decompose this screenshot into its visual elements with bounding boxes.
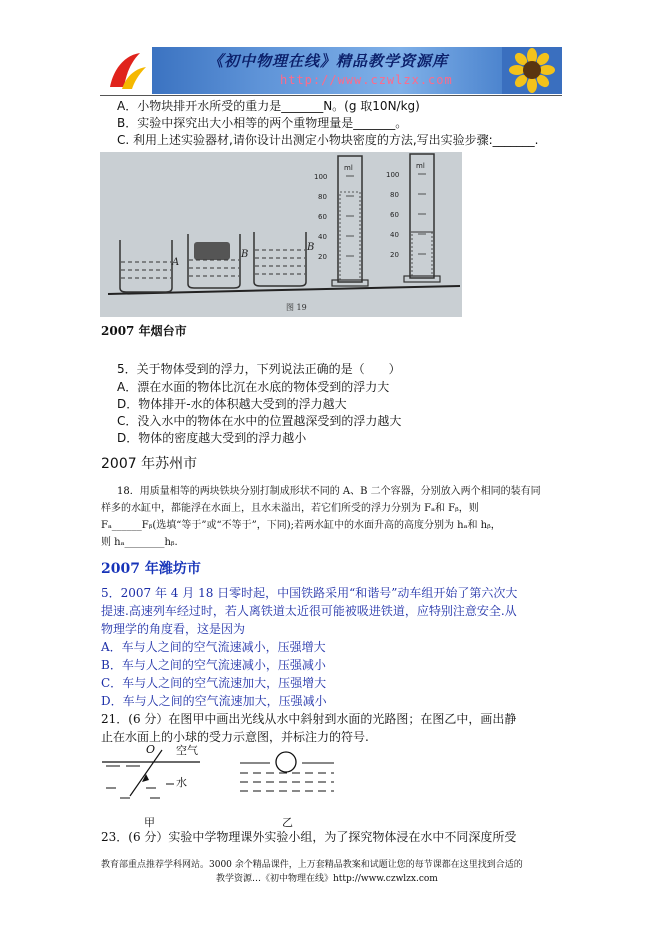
site-banner [100,47,562,94]
cylinder1-tick-60: 60 [318,213,327,221]
footer-line2[interactable]: 教学资源…《初中物理在线》http://www.czwlzx.com [216,874,438,884]
cylinder1-unit: ml [344,164,353,172]
cylinder1-tick-20: 20 [318,253,327,261]
cylinder2-tick-80: 80 [390,191,399,199]
suzhou-q18-line3: Fₐ______Fᵦ(选填“等于”或“不等于”，下同);若两水缸中的水面升高的高度分别为 hₐ和 hᵦ， [101,520,501,531]
diagram-jia-label: 甲 [144,816,155,829]
diagram-air-label: 空气 [176,744,198,757]
weifang-q21-line2: 止在水面上的小球的受力示意图，并标注力的符号. [101,730,369,744]
weifang-option-d: D．车与人之间的空气流速加大，压强减小 [101,694,327,708]
option-a-text: A．小物块排开水所受的重力是_______N。(g 取10N/kg) [117,99,420,113]
yantai-option-2: D．物体排开-水的体积越大受到的浮力越大 [117,397,347,411]
weifang-q5-line1: 5．2007 年 4 月 18 日零时起，中国铁路采用“和谐号”动车组开始了第六次大 [101,586,518,600]
refraction-float-diagram [100,740,360,830]
suzhou-q18-line2: 样多的水缸中，都能浮在水面上，且水未溢出，若它们所受的浮力分别为 Fₐ和 Fᵦ，则 [101,503,479,514]
weifang-option-c: C．车与人之间的空气流速加大，压强增大 [101,676,327,690]
weifang-option-a: A．车与人之间的空气流速减小，压强增大 [101,640,326,654]
cylinder1-tick-80: 80 [318,193,327,201]
cylinder2-unit: ml [416,162,425,170]
weifang-q5-line3: 物理学的角度看，这是因为 [101,622,246,636]
yantai-q5-stem: 5．关于物体受到的浮力，下列说法正确的是（ ） [117,362,401,376]
yantai-option-4: D．物体的密度越大受到的浮力越小 [117,431,307,445]
figure-19-photo [100,152,462,317]
weifang-heading: 2007 年潍坊市 [101,561,201,577]
cylinder1-tick-40: 40 [318,233,327,241]
option-c-text: C. 利用上述实验器材,请你设计出测定小物块密度的方法,写出实验步骤:_______. [117,133,539,147]
weifang-option-b: B．车与人之间的空气流速减小，压强减小 [101,658,326,672]
figure-19-drawing [100,152,462,317]
figure-label-a: A [172,257,180,268]
banner-divider [100,95,562,96]
weifang-q5-line2: 提速.高速列车经过时，若人离铁道太近很可能被吸进铁道，应特别注意安全.从 [101,604,517,618]
diagram-point-o: O [146,743,156,756]
banner-url[interactable]: http://www.czwlzx.com [280,73,453,87]
weifang-q21-line1: 21．(6 分）在图甲中画出光线从水中斜射到水面的光路图；在图乙中，画出静 [101,712,517,726]
footer-line1: 教育部重点推荐学科网站。3000 余个精品课件，上万套精品教案和试题让您的每节课都在这里找到合适的 [101,860,523,870]
option-b-text: B．实验中探究出大小相等的两个重物理量是_______。 [117,116,408,130]
figure-label-b1: B [241,249,249,260]
sunflower-icon [502,47,562,94]
cylinder1-tick-100: 100 [314,173,328,181]
site-logo-icon [100,47,152,94]
suzhou-q18-line4: 则 hₐ________hᵦ. [101,537,178,548]
diagram-yi-label: 乙 [282,816,293,829]
cylinder2-tick-20: 20 [390,251,399,259]
diagram-water-label: 水 [176,776,187,789]
yantai-heading: 2007 年烟台市 [101,324,187,338]
figure-label-b2: B [307,242,315,253]
suzhou-heading: 2007 年苏州市 [101,456,198,472]
cylinder2-tick-40: 40 [390,231,399,239]
cylinder2-tick-60: 60 [390,211,399,219]
banner-title: 《初中物理在线》精品教学资源库 [208,52,449,70]
weifang-q23-line1: 23．(6 分）实验中学物理课外实验小组，为了探究物体浸在水中不同深度所受 [101,830,517,844]
yantai-option-1: A．漂在水面的物体比沉在水底的物体受到的浮力大 [117,380,390,394]
figure-19-caption: 图 19 [286,303,307,312]
yantai-option-3: C．没入水中的物体在水中的位置越深受到的浮力越大 [117,414,402,428]
suzhou-q18-line1: 18．用质量相等的两块铁块分别打制成形状不同的 A、B 二个容器，分别放入两个相同的装有同 [117,486,541,497]
cylinder2-tick-100: 100 [386,171,400,179]
